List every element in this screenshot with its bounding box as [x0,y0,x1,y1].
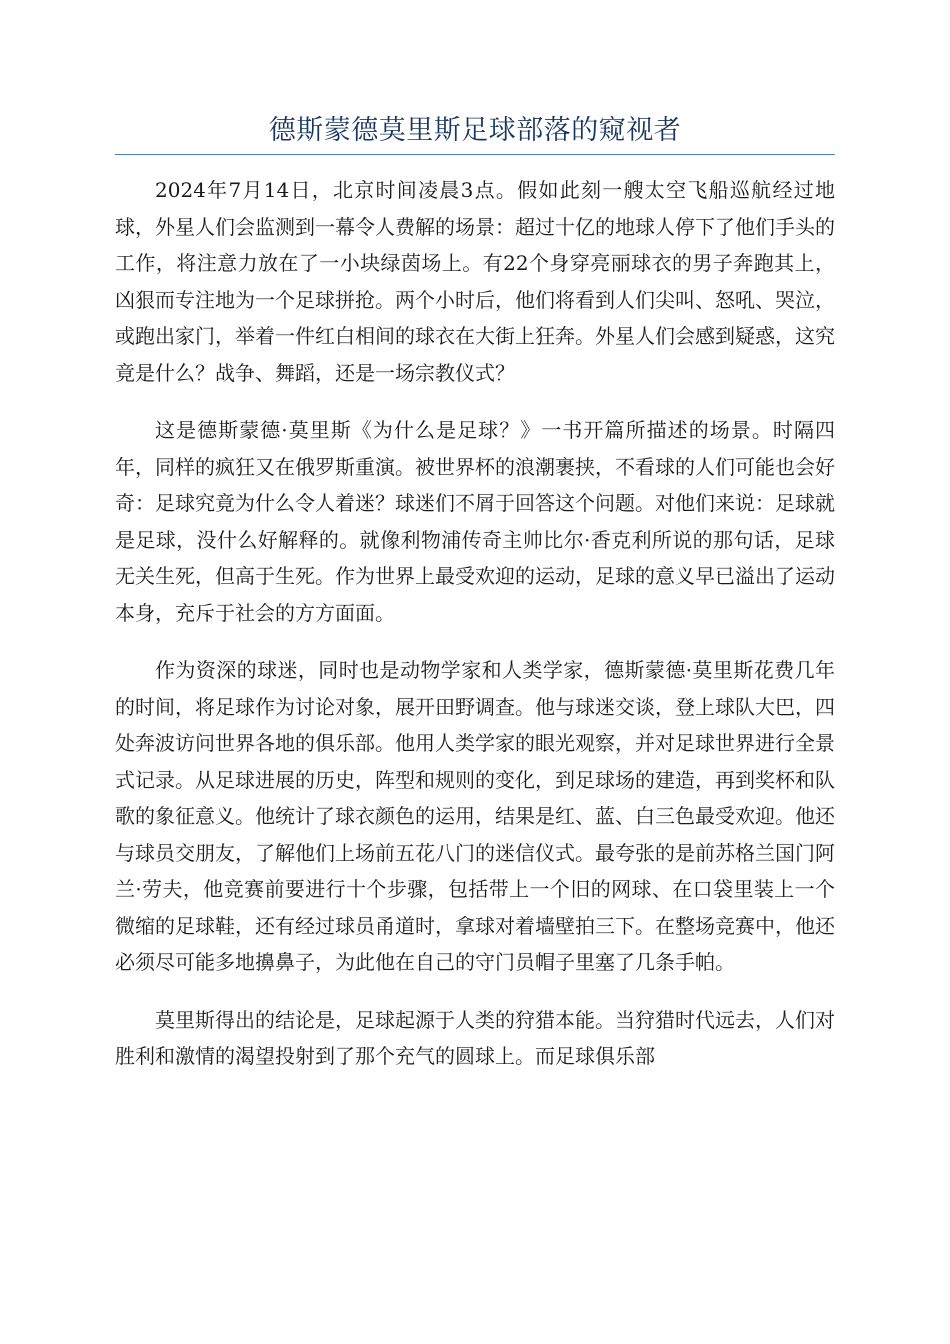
document-title: 德斯蒙德莫里斯足球部落的窥视者 [268,115,682,146]
document-body [115,172,835,1096]
title-block [115,108,835,155]
paragraph-2: 这是德斯蒙德·莫里斯《为什么是足球？》一书开篇所描述的场景。时隔四年，同样的疯狂又在俄罗斯重演。被世界杯的浪潮裹挟，不看球的人们可能也会好奇：足球究竟为什么令人着迷？球迷们不屑于回答这个问题。对他们来说：足球就是足球，没什么好解释的。就像利物浦传奇主帅比尔·香克利所说的那句话，足球无关生死，但高于生死。作为世界上最受欢迎的运动，足球的意义早已溢出了运动本身，充斥于社会的方方面面。 [115,418,835,625]
paragraph-4: 莫里斯得出的结论是，足球起源于人类的狩猎本能。当狩猎时代远去，人们对胜利和激情的渴望投射到了那个充气的圆球上。而足球俱乐部 [115,1007,835,1068]
paragraph-1: 2024年7月14日，北京时间凌晨3点。假如此刻一艘太空飞船巡航经过地球，外星人们会监测到一幕令人费解的场景：超过十亿的地球人停下了他们手头的工作，将注意力放在了一小块绿茵场上。有22个身穿亮丽球衣的男子奔跑其上，凶狠而专注地为一个足球拼抢。两个小时后，他们将看到人们尖叫、怒吼、哭泣，或跑出家门，举着一件红白相间的球衣在大街上狂奔。外星人们会感到疑惑，这究竟是什么？战争、舞蹈，还是一场宗教仪式？ [115,178,835,385]
paragraph-3: 作为资深的球迷，同时也是动物学家和人类学家，德斯蒙德·莫里斯花费几年的时间，将足球作为讨论对象，展开田野调查。他与球迷交谈，登上球队大巴，四处奔波访问世界各地的俱乐部。他用人类学家的眼光观察，并对足球世界进行全景式记录。从足球进展的历史，阵型和规则的变化，到足球场的建造，再到奖杯和队歌的象征意义。他统计了球衣颜色的运用，结果是红、蓝、白三色最受欢迎。他还与球员交朋友，了解他们上场前五花八门的迷信仪式。最夸张的是前苏格兰国门阿兰·劳夫，他竞赛前要进行十个步骤，包括带上一个旧的网球、在口袋里装上一个微缩的足球鞋，还有经过球员甬道时，拿球对着墙壁拍三下。在整场竞赛中，他还必须尽可能多地擤鼻子，为此他在自己的守门员帽子里塞了几条手帕。 [115,658,835,974]
